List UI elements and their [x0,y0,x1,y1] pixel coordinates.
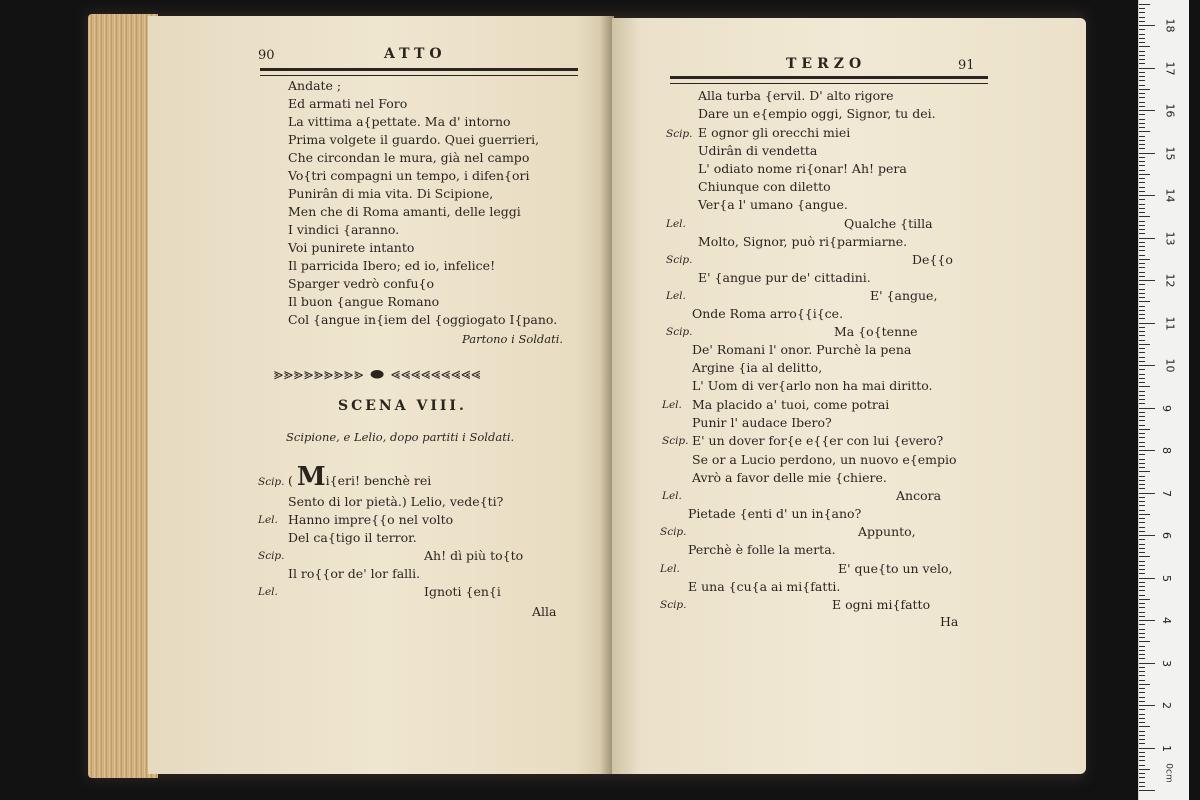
ruler-tick [1139,739,1145,740]
ruler-tick [1139,357,1145,358]
left-head-rule [260,68,578,76]
ruler-tick [1139,310,1145,311]
ruler-tick [1139,17,1145,18]
ruler-tick [1139,590,1145,591]
ruler-tick [1139,705,1155,706]
ruler-tick [1139,467,1145,468]
open-paren: ( [288,473,293,488]
ruler-tick [1139,582,1145,583]
ruler-tick [1139,119,1145,120]
ruler-tick [1139,182,1145,183]
dialogue-line: Del ca{tigo il terror. [288,530,417,545]
speaker-tag: Scip. [666,254,693,266]
ruler-tick [1139,314,1145,315]
ruler-number: 18 [1163,18,1177,33]
ruler-number: 0cm [1163,763,1174,783]
ruler-tick [1139,633,1145,634]
ruler-tick [1139,97,1145,98]
ruler-tick [1139,624,1145,625]
ruler-tick [1139,752,1145,753]
ornament-band: ⪢⪢⪢⪢⪢⪢⪢⪢⪢ ⬬ ⪡⪡⪡⪡⪡⪡⪡⪡⪡ [274,364,482,383]
ruler-tick [1139,399,1145,400]
ruler-tick [1139,556,1150,557]
ruler-tick [1139,8,1145,9]
ruler-tick [1139,692,1145,693]
ruler-tick [1139,675,1145,676]
left-running-head: ATTO [384,46,447,62]
dialogue-line: Ma placido a' tuoi, come potrai [692,397,890,412]
ruler-tick [1139,55,1145,56]
ruler-tick [1139,688,1145,689]
ruler-tick [1139,157,1145,158]
ruler-tick [1139,408,1155,409]
dialogue-line: E ogni mi{fatto [832,597,931,612]
ruler-tick [1139,620,1155,621]
ruler-tick [1139,756,1145,757]
dialogue-line: Udirân di vendetta [698,143,818,158]
dialogue-line: Il ro{{or de' lor falli. [288,566,421,581]
ruler-tick [1139,501,1145,502]
verse-line: I vindici {aranno. [288,222,400,237]
ruler-tick [1139,131,1150,132]
ruler-tick [1139,153,1155,154]
ruler-tick [1139,191,1145,192]
ruler-tick [1139,493,1155,494]
ruler-tick [1139,680,1145,681]
measuring-ruler [1138,0,1189,800]
ruler-tick [1139,144,1145,145]
dialogue-line: Molto, Signor, può ri{parmiarne. [698,234,908,249]
dialogue-line: Chiunque con diletto [698,179,831,194]
dialogue-line: Appunto, [858,524,916,539]
dialogue-line: Ancora [896,488,942,503]
dialogue-line: Qualche {tilla [844,216,933,231]
ruler-tick [1139,4,1150,5]
ruler-tick [1139,650,1145,651]
verse-line: Sparger vedrò confu{o [288,276,435,291]
speaker-tag: Lel. [660,563,680,575]
ruler-number: 1 [1160,744,1173,752]
ruler-tick [1139,174,1150,175]
ruler-tick [1139,59,1145,60]
ruler-tick [1139,471,1150,472]
ruler-tick [1139,344,1150,345]
speaker-tag: Scip. [666,128,693,140]
ruler-tick [1139,195,1155,196]
ruler-tick [1139,561,1145,562]
speaker-tag: Scip. [258,476,285,488]
ruler-tick [1139,403,1145,404]
ruler-tick [1139,76,1145,77]
verse-line: Col {angue in{iem del {oggiogato I{pano. [288,312,558,327]
catchword: Alla [532,604,557,619]
scene-title: SCENA VIII. [338,398,467,414]
dialogue-line: E' {angue, [870,288,938,303]
ruler-tick [1139,446,1145,447]
speaker-tag: Scip. [660,526,687,538]
ruler-tick [1139,450,1155,451]
ruler-tick [1139,701,1145,702]
dialogue-text: i{eri! benchè rei [325,473,432,488]
ruler-number: 6 [1160,532,1173,539]
ruler-number: 5 [1160,574,1173,582]
ruler-tick [1139,782,1145,783]
ruler-tick [1139,80,1145,81]
ruler-tick [1139,178,1145,179]
ruler-tick [1139,340,1145,341]
ruler-number: 14 [1163,188,1177,203]
ruler-tick [1139,318,1145,319]
ruler-tick [1139,607,1145,608]
ruler-tick [1139,123,1145,124]
ruler-number: 12 [1163,273,1177,288]
ruler-number: 13 [1163,231,1177,245]
verse-line: Che circondan le mura, già nel campo [288,150,530,165]
ruler-tick [1139,21,1145,22]
dialogue-line: Ah! dì più to{to [424,548,524,563]
ruler-tick [1139,170,1145,171]
ruler-tick [1139,127,1145,128]
ruler-tick [1139,301,1150,302]
ruler-tick [1139,29,1145,30]
ruler-tick [1139,790,1155,791]
ruler-tick [1139,284,1145,285]
speaker-tag: Lel. [666,218,686,230]
dialogue-line: E' un dover for{e e{{er con lui {evero? [692,433,944,448]
ruler-tick [1139,72,1145,73]
ruler-tick [1139,216,1150,217]
dialogue-line: Ignoti {en{i [424,584,501,599]
right-running-head: TERZO [786,56,867,72]
ruler-tick [1139,221,1145,222]
ruler-tick [1139,382,1145,383]
ruler-tick [1139,140,1145,141]
ruler-number: 2 [1160,702,1173,709]
ruler-tick [1139,106,1145,107]
dialogue-line: E' que{to un velo, [838,561,953,576]
ruler-tick [1139,348,1145,349]
ruler-tick [1139,85,1145,86]
ruler-tick [1139,518,1145,519]
verse-line: La vittima a{pettate. Ma d' intorno [288,114,511,129]
ruler-tick [1139,671,1145,672]
ruler-tick [1139,369,1145,370]
verse-line: Ed armati nel Foro [288,96,408,111]
ruler-number: 4 [1160,617,1173,624]
ruler-tick [1139,12,1145,13]
dialogue-line: Ver{a l' umano {angue. [698,197,848,212]
ruler-tick [1139,743,1145,744]
ruler-number: 17 [1163,61,1177,75]
ruler-tick [1139,416,1145,417]
ruler-tick [1139,722,1145,723]
ruler-tick [1139,374,1145,375]
ruler-tick [1139,510,1145,511]
ruler-tick [1139,765,1145,766]
ruler-tick [1139,412,1145,413]
ruler-tick [1139,225,1145,226]
ruler-tick [1139,777,1145,778]
speaker-tag: Scip. [660,599,687,611]
ruler-tick [1139,148,1145,149]
ruler-tick [1139,663,1155,664]
ruler-tick [1139,539,1145,540]
ruler-tick [1139,667,1145,668]
speaker-tag: Lel. [662,399,682,411]
ruler-tick [1139,548,1145,549]
ruler-tick [1139,93,1145,94]
dialogue-line: De{{o [912,252,953,267]
ruler-tick [1139,565,1145,566]
verse-line: Il parricida Ibero; ed io, infelice! [288,258,496,273]
speaker-tag: Lel. [662,490,682,502]
dialogue-line: Argine {ia al delitto, [692,360,823,375]
speaker-tag: Scip. [662,435,689,447]
left-page [148,16,614,774]
ruler-tick [1139,102,1145,103]
dialogue-line: E' {angue pur de' cittadini. [698,270,871,285]
dialogue-line: E una {cu{a ai mi{fatti. [688,579,841,594]
ruler-tick [1139,365,1155,366]
ruler-tick [1139,454,1145,455]
ruler-tick [1139,637,1145,638]
ruler-tick [1139,238,1155,239]
ruler-tick [1139,476,1145,477]
ruler-tick [1139,505,1145,506]
speaker-tag: Lel. [258,586,278,598]
dialogue-line: E ognor gli orecchi miei [698,125,851,140]
ruler-number: 11 [1163,316,1177,330]
ruler-tick [1139,480,1145,481]
ruler-tick [1139,531,1145,532]
right-head-rule [670,76,988,84]
ruler-tick [1139,484,1145,485]
dialogue-line: Perchè è folle la merta. [688,542,836,557]
ruler-tick [1139,420,1145,421]
ruler-tick [1139,612,1145,613]
dialogue-line: Onde Roma arro{{i{ce. [692,306,844,321]
ruler-tick [1139,497,1145,498]
ruler-tick [1139,276,1145,277]
ruler-tick [1139,463,1145,464]
ruler-tick [1139,731,1145,732]
ruler-number: 15 [1163,146,1177,160]
ruler-tick [1139,280,1155,281]
ruler-tick [1139,352,1145,353]
ruler-tick [1139,161,1145,162]
ruler-tick [1139,684,1150,685]
ruler-number: 16 [1163,103,1177,118]
ruler-tick [1139,616,1145,617]
ruler-tick [1139,595,1145,596]
dialogue-line: Hanno impre{{o nel volto [288,512,454,527]
speaker-tag: Scip. [258,550,285,562]
dialogue-line: De' Romani l' onor. Purchè la pena [692,342,912,357]
ruler-tick [1139,63,1145,64]
ruler-tick [1139,331,1145,332]
ruler-tick [1139,646,1145,647]
ruler-tick [1139,658,1145,659]
ruler-tick [1139,442,1145,443]
ruler-tick [1139,229,1145,230]
ruler-tick [1139,46,1150,47]
dialogue-line: Punir l' audace Ibero? [692,415,832,430]
speaker-tag: Lel. [666,290,686,302]
ruler-tick [1139,735,1145,736]
ruler-tick [1139,535,1155,536]
ruler-tick [1139,544,1145,545]
ruler-tick [1139,714,1145,715]
ruler-tick [1139,272,1145,273]
right-page [612,18,1086,774]
ruler-tick [1139,769,1150,770]
ruler-tick [1139,34,1145,35]
ruler-tick [1139,654,1145,655]
ruler-number: 7 [1160,489,1173,497]
ruler-tick [1139,42,1145,43]
dialogue-line-first [288,462,432,492]
ruler-tick [1139,361,1145,362]
ruler-tick [1139,522,1145,523]
ruler-tick [1139,569,1145,570]
verse-line: Il buon {angue Romano [288,294,440,309]
ruler-tick [1139,641,1150,642]
ruler-tick [1139,38,1145,39]
ruler-tick [1139,527,1145,528]
right-page-number: 91 [958,58,975,73]
dialogue-line: Se or a Lucio perdono, un nuovo e{empio [692,452,957,467]
ruler-tick [1139,297,1145,298]
ruler-number: 8 [1160,447,1173,454]
ruler-tick [1139,250,1145,251]
dialogue-line: Pietade {enti d' un in{ano? [688,506,862,521]
catchword: Ha [940,614,959,629]
ruler-tick [1139,165,1145,166]
dialogue-line: Avrò a favor delle mie {chiere. [692,470,887,485]
ruler-tick [1139,246,1145,247]
speaker-tag: Lel. [258,514,278,526]
ruler-tick [1139,395,1145,396]
ruler-tick [1139,786,1145,787]
ruler-tick [1139,697,1145,698]
ruler-tick [1139,114,1145,115]
ruler-tick [1139,573,1145,574]
drop-cap: M [296,462,326,492]
dialogue-line: Ma {o{tenne [834,324,918,339]
stage-direction: Partono i Soldati. [462,332,564,346]
ruler-tick [1139,578,1155,579]
ruler-tick [1139,386,1150,387]
ruler-tick [1139,212,1145,213]
ruler-tick [1139,514,1150,515]
ruler-tick [1139,68,1155,69]
ruler-tick [1139,263,1145,264]
ruler-tick [1139,306,1145,307]
ruler-tick [1139,259,1150,260]
ruler-tick [1139,488,1145,489]
ruler-tick [1139,773,1145,774]
dialogue-line: L' Uom di ver{arlo non ha mai diritto. [692,378,933,393]
ruler-tick [1139,136,1145,137]
ruler-tick [1139,51,1145,52]
ruler-tick [1139,437,1145,438]
dialogue-line: Sento di lor pietà.) Lelio, vede{ti? [288,494,504,509]
ruler-tick [1139,629,1145,630]
dialogue-line: L' odiato nome ri{onar! Ah! pera [698,161,907,176]
ruler-tick [1139,748,1155,749]
verse-line: Men che di Roma amanti, delle leggi [288,204,521,219]
ruler-tick [1139,586,1145,587]
ruler-tick [1139,391,1145,392]
verse-line: Vo{tri compagni un tempo, i difen{ori [288,168,530,183]
dialogue-line: Alla turba {ervil. D' alto rigore [698,88,894,103]
ruler-tick [1139,760,1145,761]
verse-line: Andate ; [288,78,342,93]
ruler-tick [1139,25,1155,26]
ruler-tick [1139,726,1150,727]
verse-line: Punirân di mia vita. Di Scipione, [288,186,494,201]
ruler-tick [1139,323,1155,324]
ruler-tick [1139,433,1145,434]
ruler-tick [1139,204,1145,205]
dialogue-line: Dare un e{empio oggi, Signor, tu dei. [698,106,936,121]
ruler-tick [1139,327,1145,328]
ruler-tick [1139,255,1145,256]
ruler-tick [1139,233,1145,234]
ruler-tick [1139,293,1145,294]
ruler-tick [1139,378,1145,379]
left-page-number: 90 [258,48,275,63]
ruler-tick [1139,208,1145,209]
ruler-number: 10 [1163,358,1177,373]
ruler-tick [1139,603,1145,604]
ruler-tick [1139,709,1145,710]
ruler-tick [1139,718,1145,719]
ruler-number: 3 [1160,659,1173,667]
verse-line: Prima volgete il guardo. Quei guerrieri, [288,132,540,147]
ruler-tick [1139,459,1145,460]
ruler-tick [1139,425,1145,426]
verse-line: Voi punirete intanto [288,240,415,255]
ruler-tick [1139,199,1145,200]
speaker-tag: Scip. [666,326,693,338]
ruler-tick [1139,110,1155,111]
ruler-tick [1139,289,1145,290]
ruler-tick [1139,89,1150,90]
ruler-tick [1139,267,1145,268]
ruler-tick [1139,335,1145,336]
ruler-number: 9 [1160,404,1173,412]
ruler-tick [1139,187,1145,188]
ruler-tick [1139,242,1145,243]
ruler-tick [1139,552,1145,553]
ruler-tick [1139,429,1150,430]
ruler-tick [1139,599,1150,600]
scene-cast: Scipione, e Lelio, dopo partiti i Soldati. [286,430,515,444]
